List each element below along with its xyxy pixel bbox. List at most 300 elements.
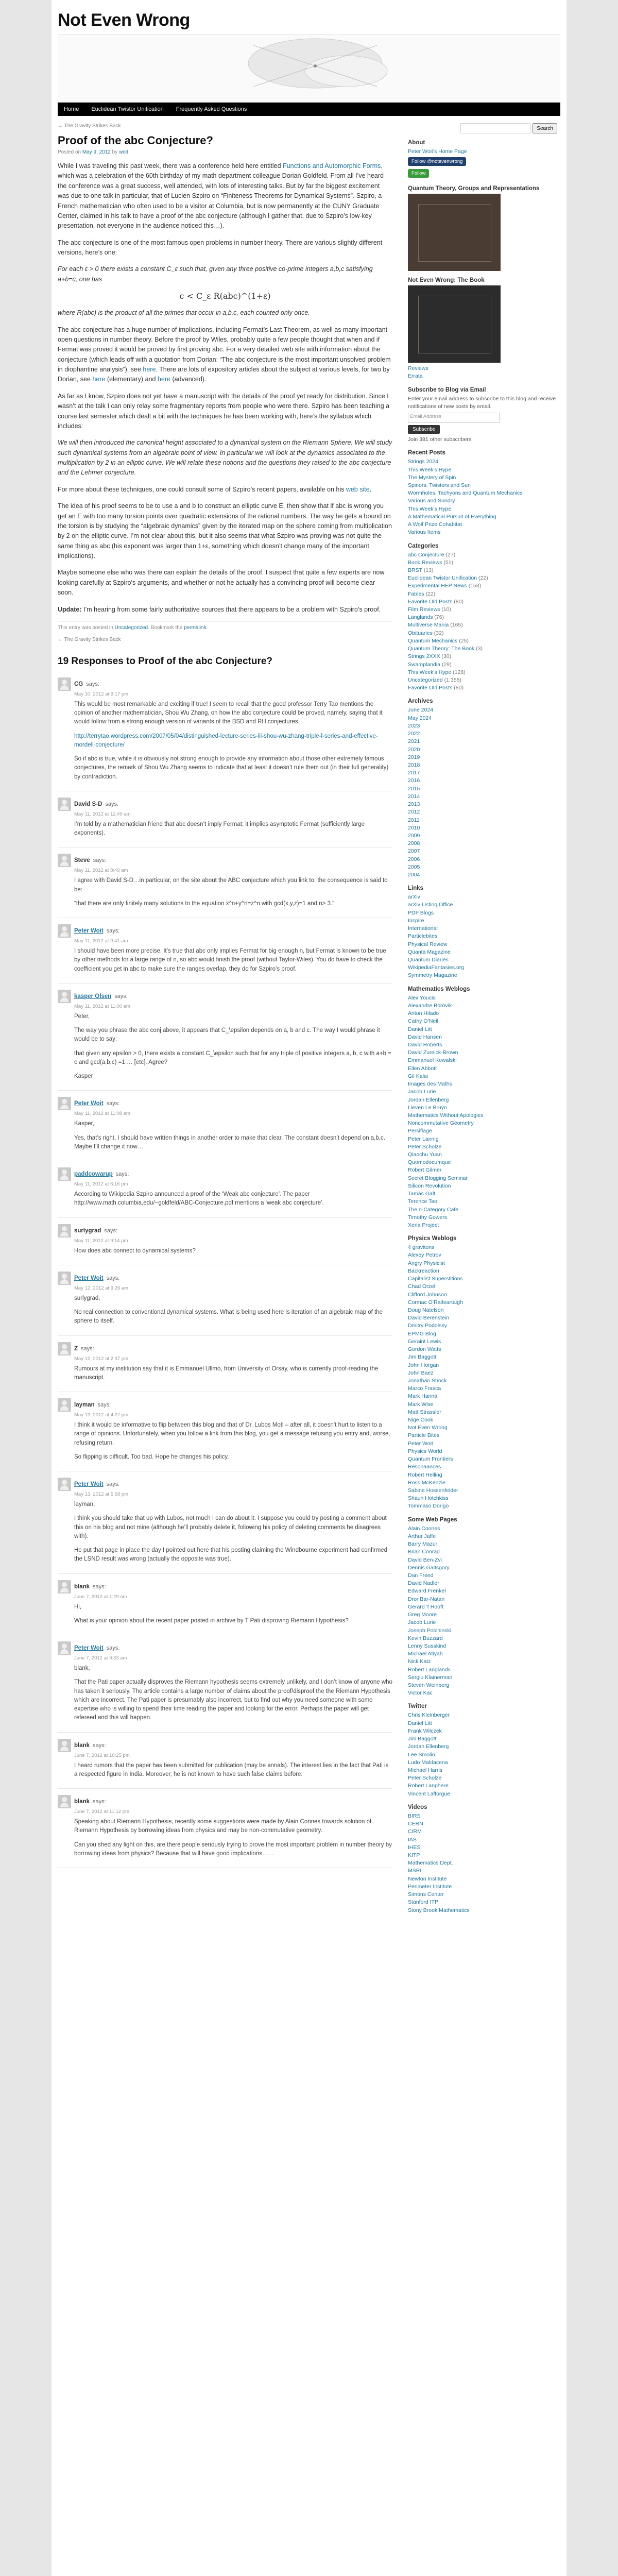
physics-blog-link[interactable]: Geraint Lewis [408,1338,441,1345]
math-blog-item [408,1206,557,1214]
comment [58,1475,392,1574]
twitter-account-link[interactable]: Vincent Lafforgue [408,1790,450,1797]
comment-author[interactable]: Peter Woit [74,1645,104,1652]
web-page-link[interactable]: David Nadler [408,1580,439,1587]
math-blog-item [408,1198,557,1206]
web-page-link[interactable]: Joseph Polchinski [408,1627,452,1634]
web-page-link[interactable]: Alain Connes [408,1525,440,1532]
archive-item [408,863,557,871]
web-page-link[interactable]: Nick Katz [408,1658,431,1665]
archive-link[interactable]: May 2024 [408,715,432,721]
comment-paragraph: According to Wikipedia Szpiro announced a proof of the ‘Weak abc conjecture’. The paper http://www.math.columbia.edu/~goldfeld/ABC-Conjecture.pdf mentions a ‘weak abc conjecture’. [74,1191,324,1207]
comment-author[interactable]: Peter Woit [74,928,104,935]
physics-blog-link[interactable]: Physics World [408,1448,442,1454]
email-field[interactable]: Email Address [408,413,500,423]
link-item [408,909,557,917]
math-blog-link[interactable]: Alexandre Borovik [408,1002,452,1009]
category-link[interactable]: Book Reviews [408,559,442,566]
math-blog-link[interactable]: Gil Kalai [408,1073,428,1079]
link-link[interactable]: arXiv [408,894,420,901]
web-page-item [408,1572,557,1580]
link-link[interactable]: Quanta Magazine [408,948,451,955]
home-page-link[interactable]: Peter Woit’s Home Page [408,148,467,155]
text: . Bookmark the [148,624,183,631]
twitter-account-link[interactable]: Daniel Litt [408,1720,432,1726]
category-link[interactable]: Favorite Old Posts [408,598,453,605]
book-cover-image[interactable] [408,194,501,271]
comment-paragraph: I think you should take that up with Lubos, not much I can do about it. I suppose you could try posting a comment about this on his blog and not mine (although he’ll probably delete it, following his policy of deleting comments he disagrees with). [74,1515,387,1539]
web-page-link[interactable]: Dan Freed [408,1572,434,1579]
category-item [408,574,557,582]
comment-date[interactable]: May 11, 2012 at 6:16 pm [74,1181,128,1188]
nav-item-faq[interactable]: Frequently Asked Questions [176,106,247,112]
math-blog-link[interactable]: Noncommutative Geometry [408,1120,474,1127]
math-blog-link[interactable]: Peter Lannig [408,1136,439,1142]
archive-link[interactable]: 2009 [408,832,420,839]
math-blog-link[interactable]: Daniel Litt [408,1026,432,1032]
archive-link[interactable]: 2011 [408,817,420,823]
category-link[interactable]: Uncategorized [408,677,443,683]
math-blog-link[interactable]: Tamás Galt [408,1191,436,1197]
avatar [58,1342,71,1355]
video-source-link[interactable]: MSRI [408,1868,422,1874]
video-source-link[interactable]: BIRS [408,1812,421,1819]
twitter-account-link[interactable]: Chris Kleinberger [408,1712,450,1719]
comment-header [58,1398,392,1412]
paragraph: The idea of his proof seems to be to use a and b to construct an elliptic curve E, then show that if abc is wrong you get an E with too many torsion points over quadratic extensions of the rational numbers. The way he gets a bound on the torsion is by studying the “algebraic dynamics” given by the iterated map on the sphere coming from multiplication by 2 on the elliptic curve. I’m not clear about this, but it also seems that what Szpiro was proving was not quite the same thing as abc (his exponent was larger than 1+ε, something which doesn’t change many of the important implications). [58,502,392,560]
comment-list [58,674,392,1868]
category-link[interactable]: Multiverse Mania [408,622,449,629]
math-blog-item [408,1151,557,1159]
comment-header [58,798,392,811]
web-page-item [408,1658,557,1666]
comment [58,1221,392,1265]
archive-link[interactable]: 2017 [408,770,420,776]
follow-button[interactable]: Follow [408,169,429,178]
web-page-link[interactable]: Dror Bar-Natan [408,1596,445,1602]
math-blog-link[interactable]: Silicon Revolution [408,1182,451,1189]
prev-post-link[interactable]: ← The Gravity Strikes Back [58,123,121,129]
archive-item [408,785,557,793]
recent-post-link[interactable]: Various and Sundry [408,498,455,504]
category-link[interactable]: Favorite Old Posts [408,685,453,691]
comment-author[interactable]: paddcowarup [74,1171,113,1178]
comment-date[interactable]: May 11, 2012 at 11:08 am [74,1111,130,1117]
physics-blog-link[interactable]: Matt Strassler [408,1409,441,1415]
physics-blog-link[interactable]: 4 gravitons [408,1244,435,1251]
physics-blog-link[interactable]: Marco Frasca [408,1385,441,1392]
comment-author[interactable]: kasper Olsen [74,993,112,999]
web-page-link[interactable]: Barry Mazur [408,1541,438,1548]
physics-blog-link[interactable]: Sabine Hossenfelder [408,1487,458,1494]
physics-blog-link[interactable]: Dmitry Podolsky [408,1323,447,1329]
comment-date[interactable]: May 10, 2012 at 9:17 pm [74,691,129,697]
comment-author[interactable]: Peter Woit [74,1275,104,1281]
recent-post-link[interactable]: The Mystery of Spin [408,474,456,481]
recent-post-link[interactable]: This Week’s Hype [408,505,452,512]
twitter-account-link[interactable]: Robert Lanphere [408,1783,449,1789]
physics-blog-item [408,1260,557,1267]
web-page-item [408,1619,557,1626]
web-page-link[interactable]: Jacob Lurie [408,1619,436,1626]
physics-blog-link[interactable]: Chad Orzel [408,1283,436,1290]
recent-posts-heading: Recent Posts [408,450,445,456]
subscribe-button[interactable]: Subscribe [408,425,440,434]
category-item [408,676,557,684]
web-page-link[interactable]: Victor Kac [408,1690,433,1697]
archive-link[interactable]: 2005 [408,863,420,870]
physics-blog-link[interactable]: Resonaances [408,1464,441,1470]
physics-blog-link[interactable]: Ross McKenzie [408,1479,445,1486]
math-blog-link[interactable]: David Hansen [408,1033,442,1040]
post-meta [58,149,392,155]
category-link[interactable]: Swamplandia [408,661,441,668]
syllabus-quote: We will then introduced the canonical height associated to a dynamical system on the Riemann Sphere. We will study such dynamical systems from an algebraic point of view. In particular we will look at the dynamics associated to the multiplication by 2 in an elliptic curve. We will relate these notions and the questions they raised to the abc conjecture and the Lehmer conjecture. [58,439,392,477]
physics-blog-link[interactable]: Not Even Wrong [408,1425,448,1431]
video-source-link[interactable]: CERN [408,1821,423,1827]
links-heading: Links [408,885,424,892]
link-item [408,925,557,933]
archive-link[interactable]: 2004 [408,872,420,878]
category-link[interactable]: abc Conjecture [408,551,444,558]
szpiro-website-link[interactable]: web site [346,485,370,493]
recent-posts-list [408,458,557,536]
archive-link[interactable]: 2016 [408,777,420,784]
math-blog-link[interactable]: Terence Tao [408,1198,438,1205]
comment-says: says: [115,1171,129,1178]
archive-link[interactable]: 2014 [408,793,420,800]
conference-link[interactable]: Functions and Automorphic Forms [283,162,381,170]
math-blog-link[interactable]: Anton Hilado [408,1010,439,1017]
link-link[interactable]: Physical Review [408,941,448,947]
recent-post-link[interactable]: Strings 2024 [408,459,438,465]
web-page-link[interactable]: Edward Frenkel [408,1588,446,1595]
physics-blog-item [408,1307,557,1314]
archive-link[interactable]: 2020 [408,746,420,753]
comment-date[interactable]: June 7, 2012 at 9:33 am [74,1655,127,1662]
category-link[interactable]: Quantum Mechanics [408,637,458,644]
physics-blog-link[interactable]: Quantum Frontiers [408,1456,453,1463]
math-blog-item [408,1112,557,1120]
physics-blog-link[interactable]: Angry Physicist [408,1260,445,1266]
archive-link[interactable]: 2019 [408,754,420,760]
comment-date[interactable]: May 11, 2012 at 8:49 am [74,868,128,874]
comment-date[interactable]: May 11, 2012 at 9:41 am [74,938,128,944]
abc-site-link[interactable]: here [143,366,156,373]
math-blog-link[interactable]: The n-Category Cafe [408,1206,459,1213]
video-source-link[interactable]: Perimeter Institute [408,1883,452,1890]
twitter-account-link[interactable]: Lee Smolin [408,1751,435,1758]
archive-item [408,730,557,738]
category-item [408,567,557,574]
post-author-link[interactable]: woit [119,149,128,155]
video-source-item [408,1852,557,1859]
comment-date[interactable]: June 7, 2012 at 1:29 am [74,1594,127,1600]
math-blog-link[interactable]: Peter Scholze [408,1143,442,1150]
link-link[interactable]: Quantum Diaries [408,957,449,963]
web-page-link[interactable]: David Ben-Zvi [408,1556,442,1563]
physics-blog-link[interactable]: Mark Hanna [408,1393,438,1400]
physics-blog-link[interactable]: Backreaction [408,1267,439,1274]
physics-blog-link[interactable]: Capitalist Superstitions [408,1276,463,1282]
video-source-link[interactable]: IAS [408,1836,417,1843]
comment-date[interactable]: May 11, 2012 at 12:40 am [74,811,131,817]
physics-blog-link[interactable]: Shaun Hotchkiss [408,1495,449,1502]
web-page-link[interactable]: Steven Weinberg [408,1682,450,1689]
physics-blog-link[interactable]: Doug Natelson [408,1307,444,1313]
comment-paragraph: I think it would be informative to flip between this blog and that of Dr. Lubos Motl – after all, it doesn’t hurt to listen to a range of opinions. Unfortunately, when you follow a link from this blog, you get a message refusing you entry and, worse, refusing return. [74,1422,390,1446]
comment-paragraph: surlygrad, [74,1295,100,1301]
physics-blog-link[interactable]: Mark Wise [408,1401,434,1408]
web-page-link[interactable]: Greg Moore [408,1612,437,1618]
recent-post-link[interactable]: This Week’s Hype [408,466,452,473]
link-link[interactable]: PDF Blogs [408,909,434,916]
video-source-link[interactable]: Mathematics Dept. [408,1860,453,1867]
category-link[interactable]: Langlands [408,614,433,621]
math-blog-link[interactable]: Jacob Lurie [408,1089,436,1095]
comment-author[interactable]: Peter Woit [74,1100,104,1107]
archive-item [408,769,557,777]
comment-author[interactable]: Peter Woit [74,1481,104,1488]
math-blog-link[interactable]: Xena Project [408,1222,439,1228]
category-link[interactable]: Quantum Theory: The Book [408,646,475,652]
paragraph: Maybe someone else who was there can explain the details of the proof. I suspect that quite a few experts are now looking carefully at Szpiro’s arguments, and whether or not he actually has a convincing proof will become clear soon. [58,569,385,597]
twitter-account-link[interactable]: Jim Baggott [408,1736,437,1742]
web-page-item [408,1587,557,1595]
math-blog-item [408,1175,557,1182]
permalink[interactable]: permalink [184,624,207,631]
twitter-account-link[interactable]: Frank Wilczek [408,1727,442,1734]
comment-paragraph: blank, [74,1665,90,1672]
math-blog-link[interactable]: Persiflage [408,1128,432,1134]
site-title[interactable]: Not Even Wrong [58,10,190,30]
comment-says: says: [106,1100,120,1107]
category-link[interactable]: Fables [408,590,424,597]
archive-link[interactable]: 2018 [408,761,420,768]
archive-link[interactable]: 2022 [408,731,420,737]
physics-blog-link[interactable]: Jonathan Shock [408,1377,447,1384]
link-link[interactable]: Particlebites [408,933,438,940]
recent-post-item [408,521,557,529]
physics-blog-link[interactable]: Cormac O’Raifeartaigh [408,1299,463,1306]
search-button[interactable]: Search [533,123,557,133]
recent-post-link[interactable]: Wormholes, Tachyons and Quantum Mechanics [408,490,523,497]
web-page-link[interactable]: Michael Atiyah [408,1651,443,1657]
web-page-item [408,1540,557,1548]
math-blog-link[interactable]: Cathy O’Neil [408,1018,438,1025]
category-link[interactable]: Euclidean Twistor Unification [408,575,477,582]
physics-blog-item [408,1377,557,1385]
comment-date[interactable]: May 11, 2012 at 9:14 pm [74,1238,128,1244]
prev-post-link-bottom[interactable]: ← The Gravity Strikes Back [58,636,121,642]
text: While I was traveling this past week, there was a conference held here entitled [58,162,281,170]
video-source-link[interactable]: Simons Center [408,1891,444,1898]
math-blog-item [408,1159,557,1166]
archive-link[interactable]: 2006 [408,856,420,862]
physics-blog-link[interactable]: Alexey Petrov [408,1252,441,1259]
category-link[interactable]: Strings 2XXX [408,653,440,660]
twitter-account-link[interactable]: Jordan Ellenberg [408,1743,449,1750]
category-link[interactable]: This Week’s Hype [408,669,452,675]
category-link[interactable]: Obituaries [408,630,433,636]
link-link[interactable]: Inspire [408,917,424,924]
archive-link[interactable]: 2012 [408,809,420,816]
recent-post-link[interactable]: A Mathematical Pursuit of Everything [408,513,496,520]
physics-blog-link[interactable]: Clifford Johnson [408,1291,447,1298]
link-link[interactable]: arXiv Listing Office [408,902,453,908]
math-blog-link[interactable]: Jordan Ellenberg [408,1096,449,1103]
link-link[interactable]: Symmetry Magazine [408,972,457,979]
book-heading[interactable]: Quantum Theory, Groups and Representations [408,185,540,192]
math-blog-link[interactable]: Mathematics Without Apologies [408,1112,484,1118]
math-blog-link[interactable]: Timothy Gowers [408,1214,448,1221]
advanced-article-link[interactable]: here [157,376,170,383]
comment-body [74,1247,392,1256]
math-blog-item [408,1190,557,1198]
twitter-account-item [408,1751,557,1759]
math-blog-link[interactable]: Alex Youcis [408,994,436,1001]
web-page-link[interactable]: Arthur Jaffe [408,1533,436,1539]
web-page-link[interactable]: Lenny Susskind [408,1642,447,1649]
avatar [58,1478,71,1491]
math-blog-link[interactable]: Qiaochu Yuan [408,1151,442,1158]
comment-date[interactable]: May 13, 2012 at 4:27 pm [74,1412,129,1418]
recent-post-link[interactable]: A Wolf Prize Cohabitat [408,521,462,528]
nav-item-home[interactable]: Home [64,106,79,112]
text: . There are lots of expository articles about the subject at various levels, for two by Dorian, see [58,366,390,383]
archive-link[interactable]: 2010 [408,824,420,831]
web-page-link[interactable]: Gerard ’t Hooft [408,1603,443,1610]
math-blog-link[interactable]: Robert Gilmer [408,1167,442,1174]
math-blog-link[interactable]: Lieven Le Bruyn [408,1104,447,1111]
elementary-article-link[interactable]: here [92,376,106,383]
comment-paragraph: How does abc connect to dynamical systems? [74,1247,196,1254]
page [52,0,566,2576]
category-link[interactable]: Uncategorized [114,624,148,631]
comment-header [58,990,392,1003]
twitter-account-link[interactable]: Michael Harris [408,1767,443,1773]
video-source-link[interactable]: Newton Institute [408,1875,447,1882]
comment-date[interactable]: May 13, 2012 at 5:58 pm [74,1492,129,1498]
math-blog-link[interactable]: Secret Blogging Seminar [408,1175,468,1181]
video-source-item [408,1828,557,1836]
video-source-item [408,1836,557,1844]
comment-paragraph: Speaking about Riemann Hypothesis, recently some suggestions were made by Alain Connes towards solution of Riemann Hypothesis by borrowing ideas from physics and may be non-commutative geometry. [74,1819,372,1834]
archive-link[interactable]: 2013 [408,801,420,808]
video-source-item [408,1891,557,1899]
category-link[interactable]: Experimental HEP News [408,583,467,589]
comment-date[interactable]: May 12, 2012 at 9:26 am [74,1285,129,1291]
twitter-account-link[interactable]: Ludo Maldacena [408,1759,448,1766]
twitter-account-link[interactable]: Peter Scholze [408,1775,442,1782]
reviews-link[interactable]: Reviews [408,365,428,372]
comment-paragraph: What is your opinion about the recent paper posted in archive by T Pati disproving Riemann Hypothesis? [74,1617,349,1624]
comment-paragraph: That the Pati paper actually disproves the Riemann hypothesis seems extremely unlikely, and I don’t know of anyone who has taken it seriously. The article contains a large number of claims about the proof/disproof the the Riemann Hypothesis which are incorrect. The Pati paper is presumably also incorrect, but to find out why you need someone with some expertise who is willing to spend their time reading the paper and looking for the error. Perhaps the paper will get refereed and this will happen. [74,1679,392,1721]
link-link[interactable]: WikipediaFantasies.org [408,964,465,971]
book2-cover-image[interactable] [408,285,501,363]
link-link[interactable]: International [408,925,438,932]
category-count: (29) [441,661,452,668]
physics-blog-link[interactable]: John Horgan [408,1362,439,1368]
archive-link[interactable]: June 2024 [408,707,434,714]
web-page-item [408,1603,557,1611]
comment-date[interactable]: June 7, 2012 at 11:12 pm [74,1809,130,1815]
comment-date[interactable]: May 12, 2012 at 2:37 pm [74,1355,129,1362]
math-blog-link[interactable]: David Zureick-Brown [408,1049,458,1056]
physics-blog-link[interactable]: David Berenstein [408,1315,449,1321]
video-source-link[interactable]: KITP [408,1852,420,1858]
avatar [58,854,71,867]
math-blog-link[interactable]: Quomodocumque [408,1159,451,1166]
comment-author: CG [74,681,83,687]
video-source-link[interactable]: IHES [408,1844,421,1851]
category-link[interactable]: BRST [408,567,422,573]
physics-blog-link[interactable]: EPMG Blog [408,1330,436,1337]
errata-link[interactable]: Errata [408,373,423,380]
video-source-link[interactable]: Stanford ITP [408,1899,438,1906]
comment-date[interactable]: June 7, 2012 at 10:25 pm [74,1752,130,1758]
physics-blog-link[interactable]: Jim Baggott [408,1354,437,1361]
search-input[interactable] [460,123,530,133]
archive-link[interactable]: 2023 [408,722,420,729]
comment-paragraph: So if abc is true, while it is obviously not strong enough to provide any information about those other extremely famous conjectures, the remark of Shou Wu Zhang seems to indicate that at least it doesn’t rule them out (in their full generality) by contradiction. [74,756,389,780]
twitter-follow-button[interactable]: Follow @notevenwrong [408,157,466,166]
math-blog-link[interactable]: Ellen Abbott [408,1065,437,1072]
avatar [58,677,71,691]
archive-link[interactable]: 2007 [408,848,420,855]
nav-item-euclidean-twistor[interactable]: Euclidean Twistor Unification [91,106,164,112]
physics-blog-link[interactable]: John Baez [408,1369,434,1376]
web-page-link[interactable]: Robert Langlands [408,1666,451,1673]
math-blog-link[interactable]: Emmanuel Kowalski [408,1057,457,1064]
physics-blog-link[interactable]: Particle Bites [408,1432,440,1439]
web-pages-heading: Some Web Pages [408,1516,457,1523]
comment-says: says: [105,801,119,807]
physics-blog-link[interactable]: Peter Woit [408,1440,433,1447]
comment-date[interactable]: May 11, 2012 at 11:00 am [74,1003,130,1009]
book2-heading[interactable]: Not Even Wrong: The Book [408,277,485,284]
entry-utility [58,621,392,631]
recent-post-link[interactable]: Various Items [408,529,441,536]
web-page-link[interactable]: Kevin Buzzard [408,1635,443,1641]
physics-blog-item [408,1346,557,1353]
post-date-link[interactable]: May 9, 2012 [82,149,111,155]
comment-link[interactable]: http://terrytao.wordpress.com/2007/05/04/distinguished-lecture-series-iii-shou-wu-zhang-triple-l-series-and-effective-mordell-conjecture/ [74,733,378,748]
web-page-link[interactable]: Sergiu Klainerman [408,1674,453,1681]
comment-header [58,1795,392,1808]
comment-paragraph: This would be most remarkable and exciting if true! I seem to recall that the good professor Terry Tao mentions the opinion of another mathematician, Shou Wu Zhang, on how the abc conjecture could be proved, namely, saying that it would follow from a strong enough version of variants of the BSD and RH conjectures. [74,701,383,725]
math-blog-item [408,994,557,1002]
math-blog-link[interactable]: Images des Maths [408,1081,452,1088]
physics-blog-link[interactable]: Gordon Watts [408,1346,441,1353]
web-page-item [408,1611,557,1619]
paragraph [58,161,392,231]
recent-post-link[interactable]: Spinors, Twistors and Sun [408,482,471,488]
physics-blog-link[interactable]: Nige Cook [408,1417,434,1423]
comment-paragraph: Kasper, [74,1121,94,1127]
archive-link[interactable]: 2008 [408,840,420,847]
web-page-link[interactable]: Dennis Gaitsgory [408,1564,450,1571]
category-link[interactable]: Film Reviews [408,606,440,613]
video-source-link[interactable]: Stony Brook Mathematics [408,1907,470,1913]
video-source-link[interactable]: CIRM [408,1828,422,1835]
physics-blog-link[interactable]: Tommaso Dorigo [408,1503,449,1510]
web-page-link[interactable]: Brian Conrad [408,1549,440,1555]
archive-link[interactable]: 2021 [408,738,420,745]
math-blog-link[interactable]: David Roberts [408,1041,442,1048]
archive-link[interactable]: 2015 [408,785,420,792]
physics-blog-link[interactable]: Robert Helling [408,1471,442,1478]
